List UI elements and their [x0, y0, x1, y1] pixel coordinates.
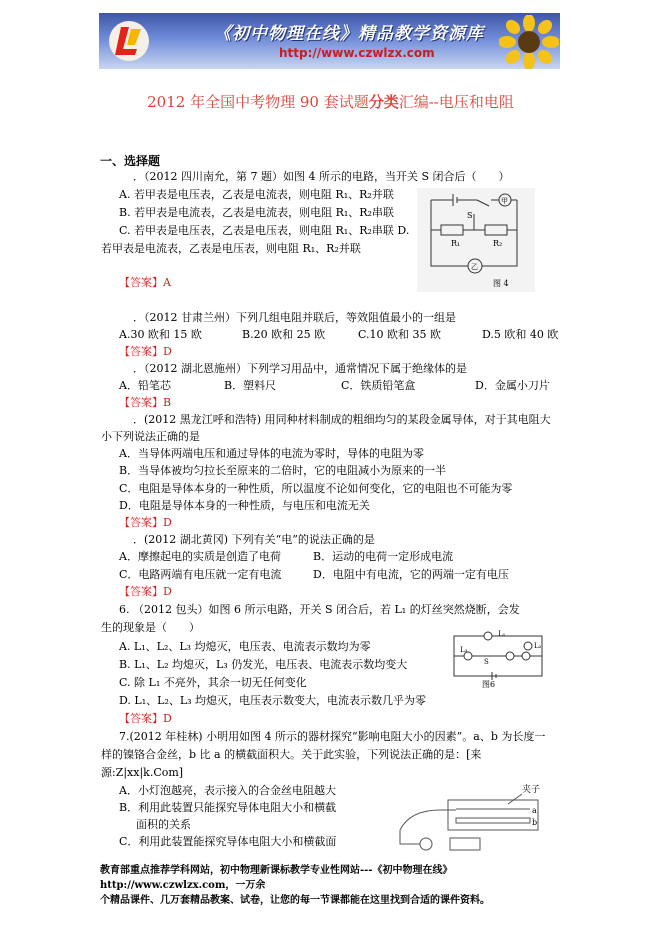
section-heading: 一、选择题	[100, 154, 161, 168]
q3-option-a: A．铅笔芯	[119, 379, 171, 392]
fig4-caption: 图 4	[493, 279, 509, 288]
q2-stem: ．（2012 甘肃兰州）下列几组电阻并联后，等效阻值最小的一组是	[133, 311, 456, 324]
q4-stem-line1: ．(2012 黑龙江呼和浩特) 用同种材料制成的粗细均匀的某段金属导体，对于其电阻大	[133, 413, 551, 426]
q4-option-c: C．电阻是导体本身的一种性质，所以温度不论如何变化，它的电阻也不可能为零	[119, 482, 513, 495]
fig4-r1-label: R₁	[451, 239, 461, 248]
fig7-label-b: b	[532, 818, 538, 827]
fig6-l2-label: L₂	[534, 642, 542, 650]
q7-stem-line1: 7.(2012 年桂林) 小明用如图 4 所示的器材探究“影响电阻大小的因素”。a、b 为长度一	[119, 730, 546, 743]
q5-option-b: B．运动的电荷一定形成电流	[313, 550, 454, 563]
q1-answer: 【答案】A	[119, 276, 171, 289]
q2-option-a: A.30 欧和 15 欧	[119, 328, 202, 341]
q4-option-b: B．当导体被均匀拉长至原来的二倍时，它的电阻减小为原来的一半	[119, 464, 447, 477]
q6-option-a: A. L₁、L₂、L₃ 均熄灭，电压表、电流表示数均为零	[119, 640, 371, 653]
q5-option-a: A．摩擦起电的实质是创造了电荷	[119, 550, 281, 563]
q7-option-c: C．利用此装置能探究导体电阻大小和横截面	[119, 835, 337, 848]
q4-option-d: D．电阻是导体本身的一种性质，与电压和电流无关	[119, 499, 370, 512]
fig6-l3-label: L₃	[460, 646, 468, 654]
fig4-switch-label: S	[467, 211, 473, 220]
q7-option-b-line2: 面积的关系	[136, 818, 191, 831]
q5-option-d: D．电阻中有电流，它的两端一定有电压	[313, 568, 509, 581]
fig4-meter-yi: 乙	[471, 263, 478, 271]
q5-stem: ．(2012 湖北黄冈) 下列有关“电”的说法正确的是	[133, 533, 375, 546]
q1-option-b: B. 若甲表是电流表，乙表是电流表，则电阻 R₁、R₂串联	[119, 206, 394, 219]
q7-stem-line2: 样的镍铬合金丝，b 比 a 的横截面积大。关于此实验，下列说法正确的是：[来	[101, 748, 482, 761]
q2-option-c: C.10 欧和 35 欧	[358, 328, 442, 341]
q6-stem-line2: 生的现象是（ ）	[101, 621, 200, 634]
site-logo-icon	[107, 19, 151, 63]
q1-option-a: A. 若甲表是电压表，乙表是电流表，则电阻 R₁、R₂并联	[119, 188, 394, 201]
q6-stem-line1: 6. （2012 包头）如图 6 所示电路，开关 S 闭合后，若 L₁ 的灯丝突然烧断，会发	[119, 603, 520, 616]
q3-answer: 【答案】B	[119, 396, 172, 409]
fig6-l1-label: L₁	[498, 630, 506, 638]
q4-option-a: A．当导体两端电压和通过导体的电流为零时，导体的电阻为零	[119, 447, 424, 460]
q5-answer: 【答案】D	[119, 585, 172, 598]
title-part-3: 汇编--电压和电阻	[398, 93, 514, 111]
q1-stem: ．（2012 四川南允，第 7 题）如图 4 所示的电路，当开关 S 闭合后（ ）	[133, 170, 510, 183]
q2-option-d: D.5 欧和 40 欧	[482, 328, 559, 341]
q5-option-c: C．电路两端有电压就一定有电流	[119, 568, 282, 581]
q7-option-a: A．小灯泡越亮，表示接入的合金丝电阻越大	[119, 784, 336, 797]
figure-6-circuit	[448, 628, 550, 688]
q3-option-d: D．金属小刀片	[475, 379, 550, 392]
q6-option-b: B. L₁、L₂ 均熄灭，L₃ 仍发光，电压表、电流表示数均变大	[119, 658, 408, 671]
q2-answer: 【答案】D	[119, 345, 172, 358]
q7-option-b-line1: B．利用此装置只能探究导体电阻大小和横截	[119, 801, 337, 814]
q6-answer: 【答案】D	[119, 712, 172, 725]
page-title	[0, 91, 661, 112]
q3-option-c: C．铁质铅笔盒	[341, 379, 416, 392]
q3-stem: ．（2012 湖北恩施州）下列学习用品中，通常情况下属于绝缘体的是	[133, 362, 467, 375]
fig6-caption: 图6	[482, 680, 496, 688]
fig4-meter-jia: 甲	[501, 197, 508, 205]
q4-answer: 【答案】D	[119, 516, 172, 529]
footer-line-1: 教育部重点推荐学科网站，初中物理新课标教学专业性网站---《初中物理在线》http://www.czwlzx.com，一万余	[100, 865, 453, 891]
q1-option-c: C. 若甲表是电压表，乙表是电压表，则电阻 R₁、R₂串联 D.	[119, 224, 410, 237]
q6-option-c: C. 除 L₁ 不亮外，其余一切无任何变化	[119, 676, 307, 689]
footer-line-2: 个精品课件、几万套精品教案、试卷，让您的每一节课都能在这里找到合适的课件资料。	[100, 895, 490, 906]
q7-stem-line3: 源:Z|xx|k.Com]	[101, 766, 184, 779]
figure-q7-apparatus	[390, 780, 560, 860]
fig7-clip-label: 夹子	[522, 785, 541, 795]
fig4-r2-label: R₂	[493, 239, 503, 248]
header-banner	[99, 13, 560, 69]
banner-title: 《初中物理在线》精品教学资源库	[214, 24, 484, 44]
title-part-2: 分类	[368, 93, 399, 111]
figure-4-circuit	[417, 188, 535, 292]
q1-option-d: 若甲表是电流表，乙表是电压表，则电阻 R₁、R₂并联	[101, 242, 361, 255]
q6-option-d: D. L₁、L₂、L₃ 均熄灭，电压表示数变大，电流表示数几乎为零	[119, 694, 427, 707]
banner-url[interactable]: http://www.czwlzx.com	[279, 46, 435, 60]
q4-stem-line2: 小下列说法正确的是	[101, 430, 200, 443]
q2-option-b: B.20 欧和 25 欧	[242, 328, 326, 341]
q3-option-b: B．塑料尺	[224, 379, 277, 392]
fig6-switch-label: S	[484, 658, 489, 666]
fig7-label-a: a	[532, 806, 537, 815]
title-part-1: 2012 年全国中考物理 90 套试题	[147, 93, 369, 111]
page-footer	[100, 863, 580, 908]
sunflower-image-icon	[499, 15, 559, 69]
